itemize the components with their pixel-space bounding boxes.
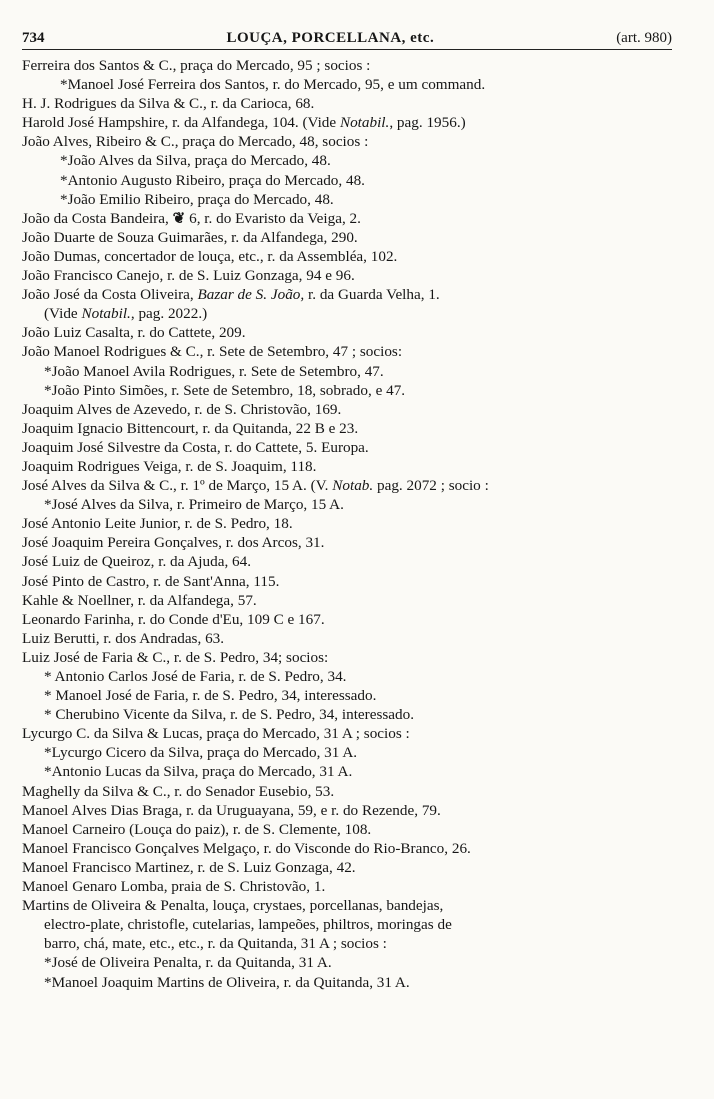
entry-text: José Antonio Leite Junior, r. de S. Pedro, 18. [22,515,293,533]
directory-entry [22,591,672,610]
directory-entry [22,476,672,495]
section-reference: (art. 980) [616,30,672,46]
entry-text: *Antonio Lucas da Silva, praça do Mercado, 31 A. [44,763,353,781]
directory-entry [22,400,672,419]
directory-entry [22,762,672,781]
entry-text: Manoel Carneiro (Louça do paiz), r. de S. Clemente, 108. [22,820,372,838]
entry-text: Manoel Francisco Gonçalves Melgaço, r. do Visconde do Rio-Branco, 26. [22,839,471,857]
entry-text: Joaquim Ignacio Bittencourt, r. da Quitanda, 22 B e 23. [22,419,359,437]
directory-entry [22,94,672,113]
entry-text: José Luiz de Queiroz, r. da Ajuda, 64. [22,553,252,571]
directory-entry [22,171,672,190]
directory-entry [22,419,672,438]
directory-entry [22,75,672,94]
directory-entry [22,629,672,648]
directory-entry [22,228,672,247]
entry-text: Ferreira dos Santos & C., praça do Mercado, 95 ; socios : [22,57,371,74]
entry-text: Manoel Genaro Lomba, praia de S. Christovão, 1. [22,878,326,896]
directory-entry [22,801,672,820]
entry-text-continued: r. da Guarda Velha, 1. [304,286,440,304]
entry-text: João Luiz Casalta, r. do Cattete, 209. [22,324,246,342]
entry-text: *Lycurgo Cicero da Silva, praça do Mercado, 31 A. [44,744,358,762]
page-number: 734 [22,30,45,46]
entry-text: João Manoel Rodrigues & C., r. Sete de Setembro, 47 ; socios: [22,343,403,361]
directory-entry [22,266,672,285]
directory-entry [22,610,672,629]
entry-italic-reference: Notabil. [339,114,390,132]
entry-text: * Manoel José de Faria, r. de S. Pedro, 34, interessado. [44,687,377,705]
entry-text: *Antonio Augusto Ribeiro, praça do Mercado, 48. [60,171,365,189]
directory-entry [22,705,672,724]
entry-text: *Manoel Joaquim Martins de Oliveira, r. da Quitanda, 31 A. [44,973,410,991]
entry-text: barro, chá, mate, etc., etc., r. da Quitanda, 31 A ; socios : [44,935,387,953]
directory-entry [22,190,672,209]
entry-text: *Manoel José Ferreira dos Santos, r. do Mercado, 95, e um command. [60,76,486,94]
entry-text: Leonardo Farinha, r. do Conde d'Eu, 109 C e 167. [22,610,325,628]
entry-italic-reference: Bazar de S. João, [197,286,305,304]
directory-entry [22,782,672,801]
entry-text-continued: 6, r. do Evaristo da Veiga, 2. [185,209,361,227]
entry-italic-reference: Notab. [332,477,374,495]
entry-text: Luiz Berutti, r. dos Andradas, 63. [22,629,225,647]
entry-text-continued: pag. 2072 ; socio : [373,477,489,495]
entry-text: *João Emilio Ribeiro, praça do Mercado, 48. [60,190,334,208]
directory-entry [22,342,672,361]
entry-text: Manoel Alves Dias Braga, r. da Uruguayana, 59, e r. do Rezende, 79. [22,801,441,819]
emblem-icon: ❦ [172,209,186,227]
entry-text: José Pinto de Castro, r. de Sant'Anna, 115. [22,572,280,590]
entry-text: Kahle & Noellner, r. da Alfandega, 57. [22,591,257,609]
directory-entry [22,438,672,457]
entry-text-continued: , pag. 2022.) [130,305,208,323]
entry-italic-reference: Notabil. [81,305,131,323]
directory-entry [22,877,672,896]
entry-text: Manoel Francisco Martinez, r. de S. Luiz Gonzaga, 42. [22,858,356,876]
directory-entry [22,247,672,266]
entry-text: Joaquim Alves de Azevedo, r. de S. Christovão, 169. [22,400,342,418]
entry-text: João Francisco Canejo, r. de S. Luiz Gonzaga, 94 e 96. [22,267,355,285]
entry-text: João Alves, Ribeiro & C., praça do Mercado, 48, socios : [22,133,369,151]
entry-text: Joaquim José Silvestre da Costa, r. do Cattete, 5. Europa. [22,438,369,456]
directory-entry [22,304,672,323]
directory-entry [22,381,672,400]
entry-text: João da Costa Bandeira, [22,209,173,227]
entry-text: H. J. Rodrigues da Silva & C., r. da Carioca, 68. [22,95,315,113]
directory-entry [22,973,672,992]
directory-entry [22,209,672,228]
directory-entry [22,743,672,762]
directory-entry [22,495,672,514]
page-title: LOUÇA, PORCELLANA, etc. [226,30,435,46]
directory-entry [22,151,672,170]
directory-entry [22,552,672,571]
entry-text: Martins de Oliveira & Penalta, louça, crystaes, porcellanas, bandejas, [22,897,444,915]
directory-entry [22,915,672,934]
entry-text: *João Alves da Silva, praça do Mercado, 48. [60,152,331,170]
directory-entry [22,362,672,381]
entry-text: * Cherubino Vicente da Silva, r. de S. Pedro, 34, interessado. [44,706,414,724]
directory-entry [22,457,672,476]
entry-text: João José da Costa Oliveira, [22,286,198,304]
entry-text: Maghelly da Silva & C., r. do Senador Eusebio, 53. [22,782,335,800]
entry-text: Harold José Hampshire, r. da Alfandega, 104. (Vide [22,114,340,132]
entry-text: José Joaquim Pereira Gonçalves, r. dos Arcos, 31. [22,534,325,552]
entry-text: *José de Oliveira Penalta, r. da Quitanda, 31 A. [44,954,332,972]
entry-text-continued: , pag. 1956.) [389,114,466,132]
directory-entry [22,839,672,858]
entry-text: Luiz José de Faria & C., r. de S. Pedro, 34; socios: [22,648,329,666]
entry-list [22,56,672,992]
entry-text: *João Manoel Avila Rodrigues, r. Sete de Setembro, 47. [44,362,384,380]
page-header [22,30,672,50]
directory-entry [22,285,672,304]
entry-text: José Alves da Silva & C., r. 1º de Março, 15 A. (V. [22,477,333,495]
entry-text: João Dumas, concertador de louça, etc., r. da Assembléa, 102. [22,247,398,265]
directory-entry [22,667,672,686]
directory-entry [22,724,672,743]
directory-entry [22,323,672,342]
directory-entry [22,514,672,533]
directory-entry [22,113,672,132]
directory-entry [22,820,672,839]
directory-entry [22,533,672,552]
entry-text: Joaquim Rodrigues Veiga, r. de S. Joaquim, 118. [22,457,317,475]
directory-entry [22,132,672,151]
entry-text: * Antonio Carlos José de Faria, r. de S. Pedro, 34. [44,668,347,685]
directory-entry [22,896,672,915]
directory-entry [22,572,672,591]
entry-text: *José Alves da Silva, r. Primeiro de Março, 15 A. [44,496,344,514]
directory-entry [22,56,672,75]
directory-page [22,30,672,992]
entry-text: electro-plate, christofle, cutelarias, lampeões, philtros, moringas de [44,916,452,934]
directory-entry [22,858,672,877]
entry-text: (Vide [44,305,82,323]
directory-entry [22,648,672,667]
entry-text: João Duarte de Souza Guimarães, r. da Alfandega, 290. [22,228,358,246]
directory-entry [22,953,672,972]
entry-text: Lycurgo C. da Silva & Lucas, praça do Mercado, 31 A ; socios : [22,725,410,743]
directory-entry [22,686,672,705]
entry-text: *João Pinto Simões, r. Sete de Setembro, 18, sobrado, e 47. [44,381,406,399]
directory-entry [22,934,672,953]
